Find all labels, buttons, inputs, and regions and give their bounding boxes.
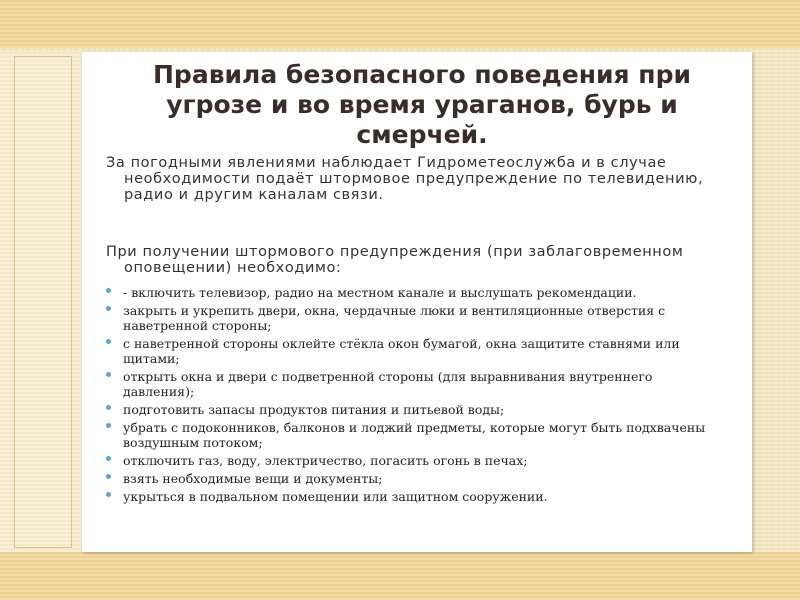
list-item xyxy=(106,489,726,504)
list-item-text: убрать с подоконников, балконов и лоджий предметы, которые могут быть подхвачены воздушным потоком; xyxy=(123,420,706,450)
background-band-bottom xyxy=(0,552,800,600)
list-item-text: отключить газ, воду, электричество, погасить огонь в печах; xyxy=(123,453,528,468)
bullet-dot-icon xyxy=(106,405,111,410)
bullet-dot-icon xyxy=(106,423,111,428)
bullet-list xyxy=(106,285,726,507)
list-item-text: взять необходимые вещи и документы; xyxy=(123,471,383,486)
background-band-top xyxy=(0,0,800,48)
list-item xyxy=(106,453,726,468)
bullet-dot-icon xyxy=(106,306,111,311)
intro-paragraph: За погодными явлениями наблюдает Гидрометеослужба и в случае необходимости подаёт штормовое предупреждение по телевидению, радио и другим каналам связи. xyxy=(106,155,704,203)
list-item xyxy=(106,285,726,300)
list-item-text: закрыть и укрепить двери, окна, чердачные люки и вентиляционные отверстия с наветренной стороны; xyxy=(123,303,666,333)
decorative-frame xyxy=(14,56,72,548)
bullet-dot-icon xyxy=(106,456,111,461)
list-item-text: открыть окна и двери с подветренной стороны (для выравнивания внутреннего давления); xyxy=(123,369,653,399)
list-item-text: - включить телевизор, радио на местном канале и выслушать рекомендации. xyxy=(123,285,637,300)
list-item-text: с наветренной стороны оклейте стёкла окон бумагой, окна защитите ставнями или щитами; xyxy=(123,336,680,366)
list-item-text: укрыться в подвальном помещении или защитном сооружении. xyxy=(123,489,548,504)
lead-paragraph: При получении штормового предупреждения (при заблаговременном оповещении) необходимо: xyxy=(106,244,684,276)
list-item xyxy=(106,402,726,417)
bullet-dot-icon xyxy=(106,339,111,344)
list-item xyxy=(106,303,726,333)
bullet-dot-icon xyxy=(106,474,111,479)
list-item xyxy=(106,471,726,486)
slide-title: Правила безопасного поведения при угрозе и во время ураганов, бурь и смерчей. xyxy=(153,60,691,149)
list-item xyxy=(106,420,726,450)
bullet-dot-icon xyxy=(106,492,111,497)
bullet-dot-icon xyxy=(106,288,111,293)
bullet-dot-icon xyxy=(106,372,111,377)
list-item-text: подготовить запасы продуктов питания и питьевой воды; xyxy=(123,402,505,417)
list-item xyxy=(106,336,726,366)
list-item xyxy=(106,369,726,399)
